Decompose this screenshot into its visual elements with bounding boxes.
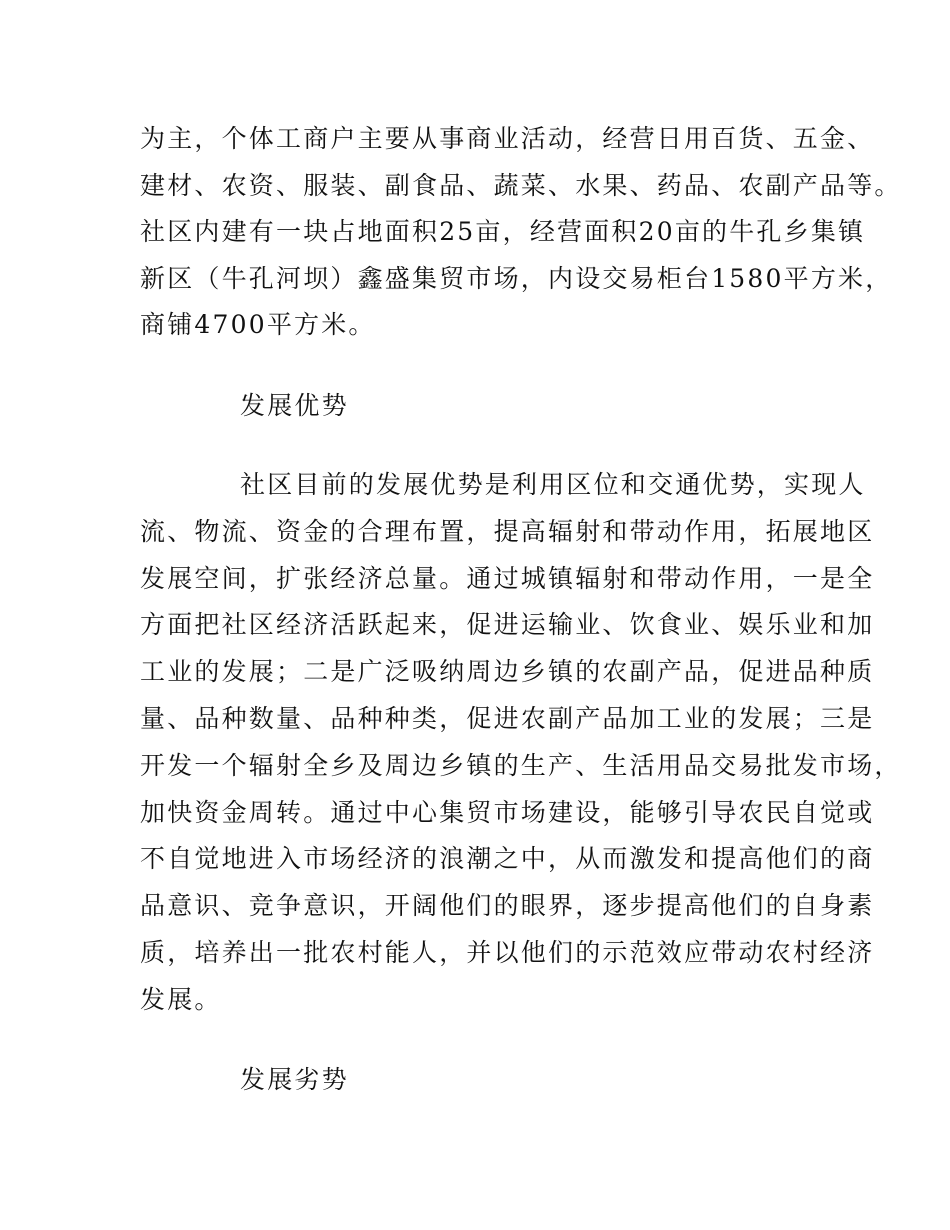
text-line: 不自觉地进入市场经济的浪潮之中，从而激发和提高他们的商 [140, 844, 875, 874]
text-line: 方面把社区经济活跃起来，促进运输业、饮食业、娱乐业和加 [140, 610, 875, 640]
text-line: 社区目前的发展优势是利用区位和交通优势，实现人 [240, 470, 866, 499]
text-line: 发展。 [140, 984, 222, 1014]
document-page [140, 121, 902, 1098]
heading-development-disadvantage: 发展劣势 [240, 1064, 349, 1094]
text-line: 发展空间，扩张经济总量。通过城镇辐射和带动作用，一是全 [140, 563, 875, 593]
text-line: 工业的发展；二是广泛吸纳周边乡镇的农副产品，促进品种质 [140, 657, 875, 687]
text-line: 社区内建有一块占地面积25亩，经营面积20亩的牛孔乡集镇 [140, 217, 866, 246]
text-line: 为主，个体工商户主要从事商业活动，经营日用百货、五金、 [140, 124, 875, 153]
paragraph-development-advantage [140, 467, 902, 1018]
paragraph-business-overview [140, 121, 902, 343]
text-line: 建材、农资、服装、副食品、蔬菜、水果、药品、农副产品等。 [140, 170, 902, 200]
text-line: 量、品种数量、品种种类，促进农副产品加工业的发展；三是 [140, 703, 875, 733]
text-line: 开发一个辐射全乡及周边乡镇的生产、生活用品交易批发市场， [140, 750, 902, 780]
text-line: 商铺4700平方米。 [140, 310, 376, 339]
text-line: 加快资金周转。通过中心集贸市场建设，能够引导农民自觉或 [140, 797, 875, 827]
heading-development-advantage: 发展优势 [240, 391, 349, 420]
text-line: 新区（牛孔河坝）鑫盛集贸市场，内设交易柜台1580平方米， [140, 263, 893, 293]
text-line: 品意识、竞争意识，开阔他们的眼界，逐步提高他们的自身素 [140, 891, 875, 921]
text-line: 质，培养出一批农村能人，并以他们的示范效应带动农村经济 [140, 937, 875, 967]
text-line: 流、物流、资金的合理布置，提高辐射和带动作用，拓展地区 [140, 516, 875, 546]
